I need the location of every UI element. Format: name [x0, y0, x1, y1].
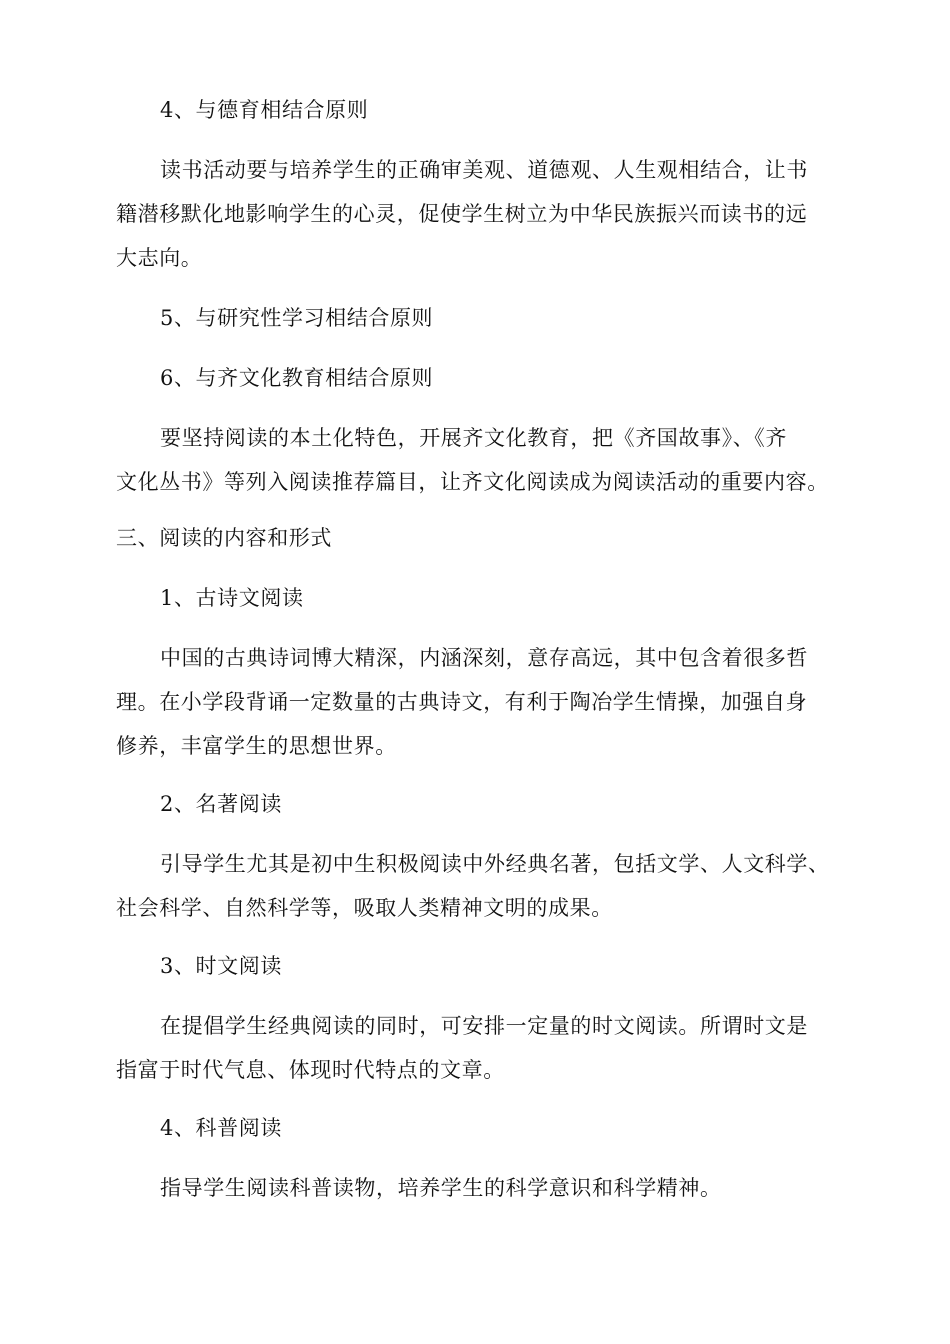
paragraph-line: 文化丛书》等列入阅读推荐篇目，让齐文化阅读成为阅读活动的重要内容。 — [116, 470, 829, 494]
paragraph-line: 读书活动要与培养学生的正确审美观、道德观、人生观相结合，让书 — [160, 158, 808, 182]
paragraph-line: 指导学生阅读科普读物，培养学生的科学意识和科学精神。 — [160, 1176, 722, 1200]
paragraph-line: 修养，丰富学生的思想世界。 — [116, 734, 397, 758]
paragraph-line: 要坚持阅读的本土化特色，开展齐文化教育，把《齐国故事》、《齐 — [160, 426, 787, 450]
paragraph-line: 理。在小学段背诵一定数量的古典诗文，有利于陶冶学生情操，加强自身 — [116, 690, 808, 714]
heading-current-texts: 3、时文阅读 — [160, 954, 282, 978]
paragraph-line: 指富于时代气息、体现时代特点的文章。 — [116, 1058, 505, 1082]
heading-ancient-poetry: 1、古诗文阅读 — [160, 586, 304, 610]
heading-principle-6: 6、与齐文化教育相结合原则 — [160, 366, 434, 390]
paragraph-line: 社会科学、自然科学等，吸取人类精神文明的成果。 — [116, 896, 613, 920]
heading-principle-5: 5、与研究性学习相结合原则 — [160, 306, 434, 330]
heading-classics: 2、名著阅读 — [160, 792, 282, 816]
paragraph-line: 在提倡学生经典阅读的同时，可安排一定量的时文阅读。所谓时文是 — [160, 1014, 808, 1038]
paragraph-line: 引导学生尤其是初中生积极阅读中外经典名著，包括文学、人文科学、 — [160, 852, 830, 876]
heading-principle-4: 4、与德育相结合原则 — [160, 98, 369, 122]
paragraph-line: 中国的古典诗词博大精深，内涵深刻，意存高远，其中包含着很多哲 — [160, 646, 808, 670]
paragraph-line: 大志向。 — [116, 246, 203, 270]
section-heading-reading-content: 三、阅读的内容和形式 — [116, 526, 332, 550]
paragraph-line: 籍潜移默化地影响学生的心灵，促使学生树立为中华民族振兴而读书的远 — [116, 202, 808, 226]
heading-popular-science: 4、科普阅读 — [160, 1116, 282, 1140]
